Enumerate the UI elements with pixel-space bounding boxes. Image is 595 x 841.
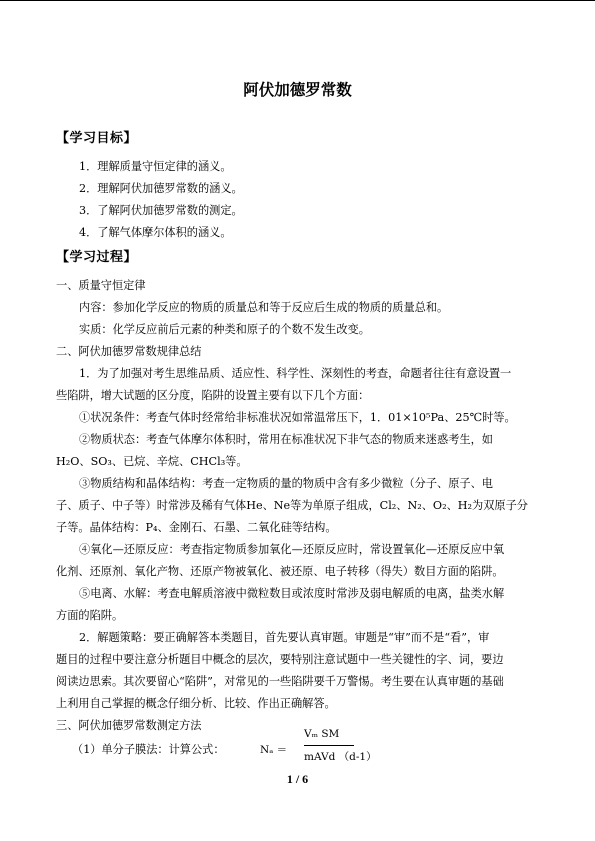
strategy-para: 上利用自己掌握的概念仔细分析、比较、作出正确解答。 — [56, 697, 336, 710]
page-number: 1 / 6 — [286, 772, 309, 786]
trap-structure: 子、质子、中子等）时常涉及稀有气体He、Ne等为单原子组成，Cl₂、N₂、O₂、H₂为双原子分 — [56, 499, 528, 512]
trap-redox: ④氧化—还原反应：考查指定物质参加氧化—还原反应时，常设置氧化—还原反应中氧 — [79, 543, 505, 556]
avogadro-formula — [260, 728, 380, 768]
goal-item: 3．了解阿伏加德罗常数的测定。 — [79, 204, 243, 217]
law-essence: 实质：化学反应前后元素的种类和原子的个数不发生改变。 — [79, 323, 370, 336]
goals-heading: 【学习目标】 — [56, 131, 138, 146]
monolayer-method: （1）单分子膜法：计算公式： — [72, 743, 225, 756]
section-1-title: 一、质量守恒定律 — [56, 279, 146, 292]
section-2-title: 二、阿伏加德罗常数规律总结 — [56, 345, 202, 358]
process-heading: 【学习过程】 — [56, 250, 138, 265]
formula-denominator: mAVd （d-1） — [304, 751, 377, 763]
page-title: 阿伏加德罗常数 — [243, 81, 352, 99]
goal-item: 4．了解气体摩尔体积的涵义。 — [79, 226, 232, 239]
section-3-title: 三、阿伏加德罗常数测定方法 — [56, 719, 202, 732]
top-rule — [0, 0, 595, 1]
strategy-para: 2．解题策略：要正确解答本类题目，首先要认真审题。审题是“审”而不是“看”，审 — [79, 631, 490, 644]
trap-structure: ③物质结构和晶体结构：考查一定物质的量的物质中含有多少微粒（分子、原子、电 — [79, 477, 493, 490]
trap-redox: 化剂、还原剂、氧化产物、还原产物被氧化、被还原、电子转移（得失）数目方面的陷阱。 — [56, 565, 504, 578]
trap-ionization: ⑤电离、水解：考查电解质溶液中微粒数目或浓度时常涉及弱电解质的电离，盐类水解 — [79, 587, 505, 600]
goal-item: 1．理解质量守恒定律的涵义。 — [79, 160, 232, 173]
goal-item: 2．理解阿伏加德罗常数的涵义。 — [79, 182, 243, 195]
formula-numerator: Vₘ SM — [304, 728, 340, 740]
trap-state: H₂O、SO₃、已烷、辛烷、CHCl₃等。 — [56, 455, 248, 468]
para-1: 些陷阱，增大试题的区分度，陷阱的设置主要有以下几个方面： — [56, 389, 370, 402]
strategy-para: 阅读边思索。其次要留心“陷阱”，对常见的一些陷阱要千万警惕。考生要在认真审题的基础 — [56, 675, 504, 688]
formula-lhs: Nₐ ＝ — [260, 744, 288, 756]
trap-structure: 子等。晶体结构：P₄、金刚石、石墨、二氧化硅等结构。 — [56, 521, 337, 534]
trap-state: ②物质状态：考查气体摩尔体积时，常用在标准状况下非气态的物质来迷惑考生，如 — [79, 433, 493, 446]
trap-ionization: 方面的陷阱。 — [56, 609, 124, 622]
fraction-bar — [304, 745, 354, 746]
law-content: 内容：参加化学反应的物质的质量总和等于反应后生成的物质的质量总和。 — [79, 301, 449, 314]
trap-conditions: ①状况条件：考查气体时经常给非标准状况如常温常压下，1．01×10⁵Pa、25℃时等。 — [79, 411, 516, 424]
para-1: 1．为了加强对考生思维品质、适应性、科学性、深刻性的考查，命题者往往有意设置一 — [79, 367, 512, 380]
strategy-para: 题目的过程中要注意分析题目中概念的层次，要特别注意试题中一些关键性的字、词，要边 — [56, 653, 504, 666]
